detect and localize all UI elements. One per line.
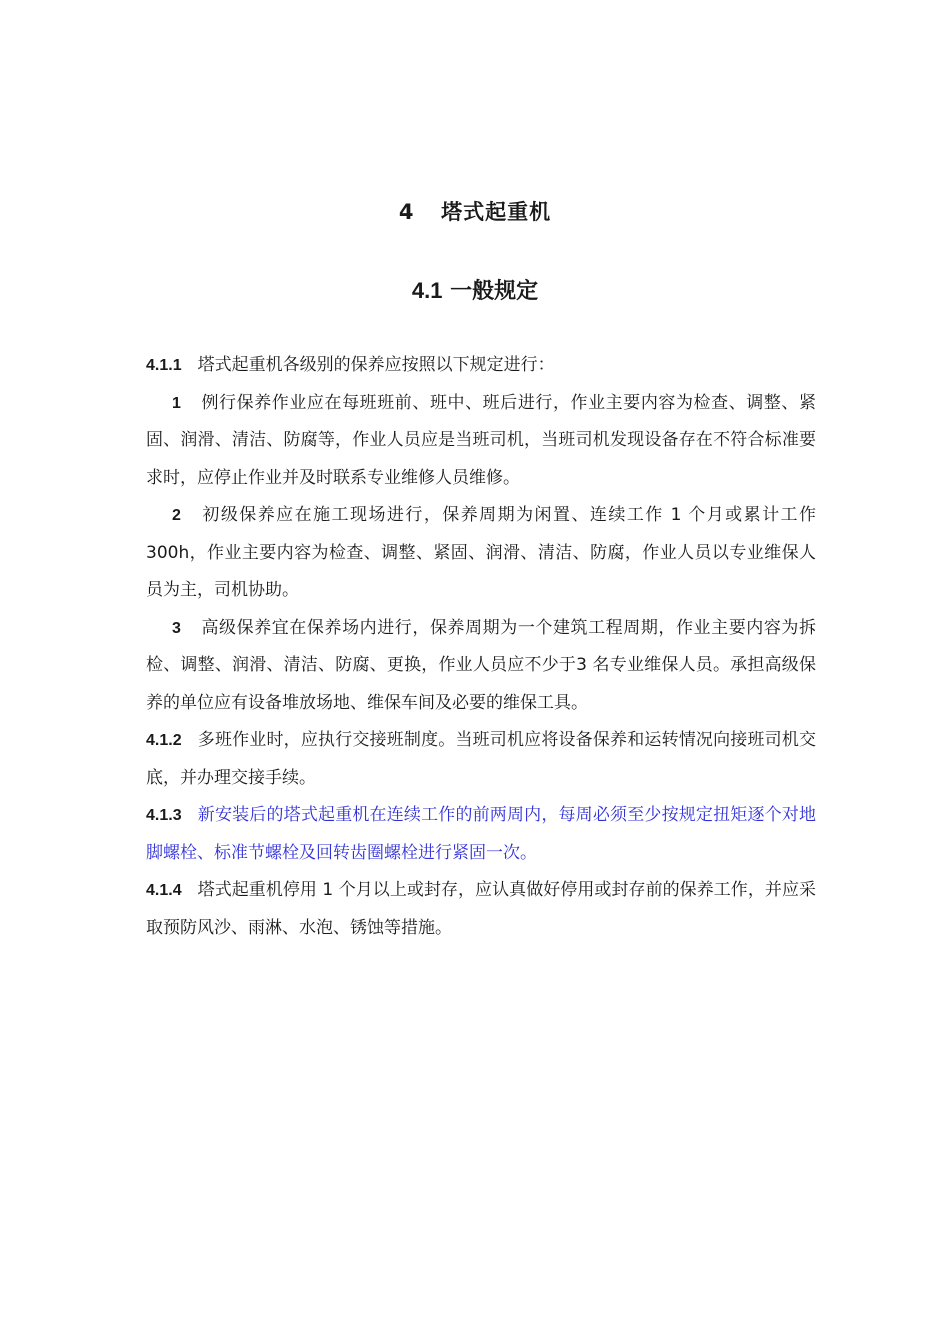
- item-number: 1: [172, 394, 181, 412]
- chapter-number: 4: [398, 200, 415, 224]
- clause-number: 4.1.4: [146, 882, 182, 899]
- clause-text: 塔式起重机停用 1 个月以上或封存，应认真做好停用或封存前的保养工作，并应采取预防风沙、雨淋、水泡、锈蚀等措施。: [146, 880, 816, 938]
- section-number: 4.1: [411, 278, 443, 303]
- chapter-title: [0, 196, 950, 226]
- clause-4-1-1: [146, 347, 816, 385]
- clause-text: 塔式起重机各级别的保养应按照以下规定进行：: [197, 355, 555, 375]
- clause-item-1: [146, 385, 816, 498]
- clause-4-1-3: [146, 797, 816, 872]
- item-text: 初级保养应在施工现场进行，保养周期为闲置、连续工作 1 个月或累计工作 300h，作业主要内容为检查、调整、紧固、润滑、清洁、防腐，作业人员以专业维保人员为主，司机协助。: [146, 505, 816, 600]
- item-text: 高级保养宜在保养场内进行，保养周期为一个建筑工程周期，作业主要内容为拆检、调整、润滑、清洁、防腐、更换，作业人员应不少于3 名专业维保人员。承担高级保养的单位应有设备堆放场地、维保车间及必要的维保工具。: [146, 617, 816, 713]
- item-number: 2: [172, 507, 181, 524]
- clause-number: 4.1.2: [146, 732, 182, 749]
- clause-item-3: [146, 610, 816, 723]
- clause-text-highlighted: 新安装后的塔式起重机在连续工作的前两周内，每周必须至少按规定扭矩逐个对地脚螺栓、标准节螺栓及回转齿圈螺栓进行紧固一次。: [146, 805, 816, 863]
- clause-item-2: [146, 497, 816, 610]
- clause-number: 4.1.3: [146, 807, 182, 824]
- clause-text: 多班作业时，应执行交接班制度。当班司机应将设备保养和运转情况向接班司机交底，并办理交接手续。: [146, 730, 816, 788]
- section-title: [0, 274, 950, 305]
- item-number: 3: [172, 619, 181, 637]
- clause-4-1-4: [146, 872, 816, 947]
- clause-4-1-2: [146, 722, 816, 797]
- section-name: 一般规定: [450, 279, 539, 304]
- document-body: [146, 347, 816, 947]
- clause-number: 4.1.1: [146, 357, 182, 374]
- item-text: 例行保养作业应在每班班前、班中、班后进行，作业主要内容为检查、调整、紧固、润滑、清洁、防腐等，作业人员应是当班司机，当班司机发现设备存在不符合标准要求时，应停止作业并及时联系专业维修人员维修。: [146, 392, 816, 488]
- chapter-name: 塔式起重机: [441, 200, 552, 224]
